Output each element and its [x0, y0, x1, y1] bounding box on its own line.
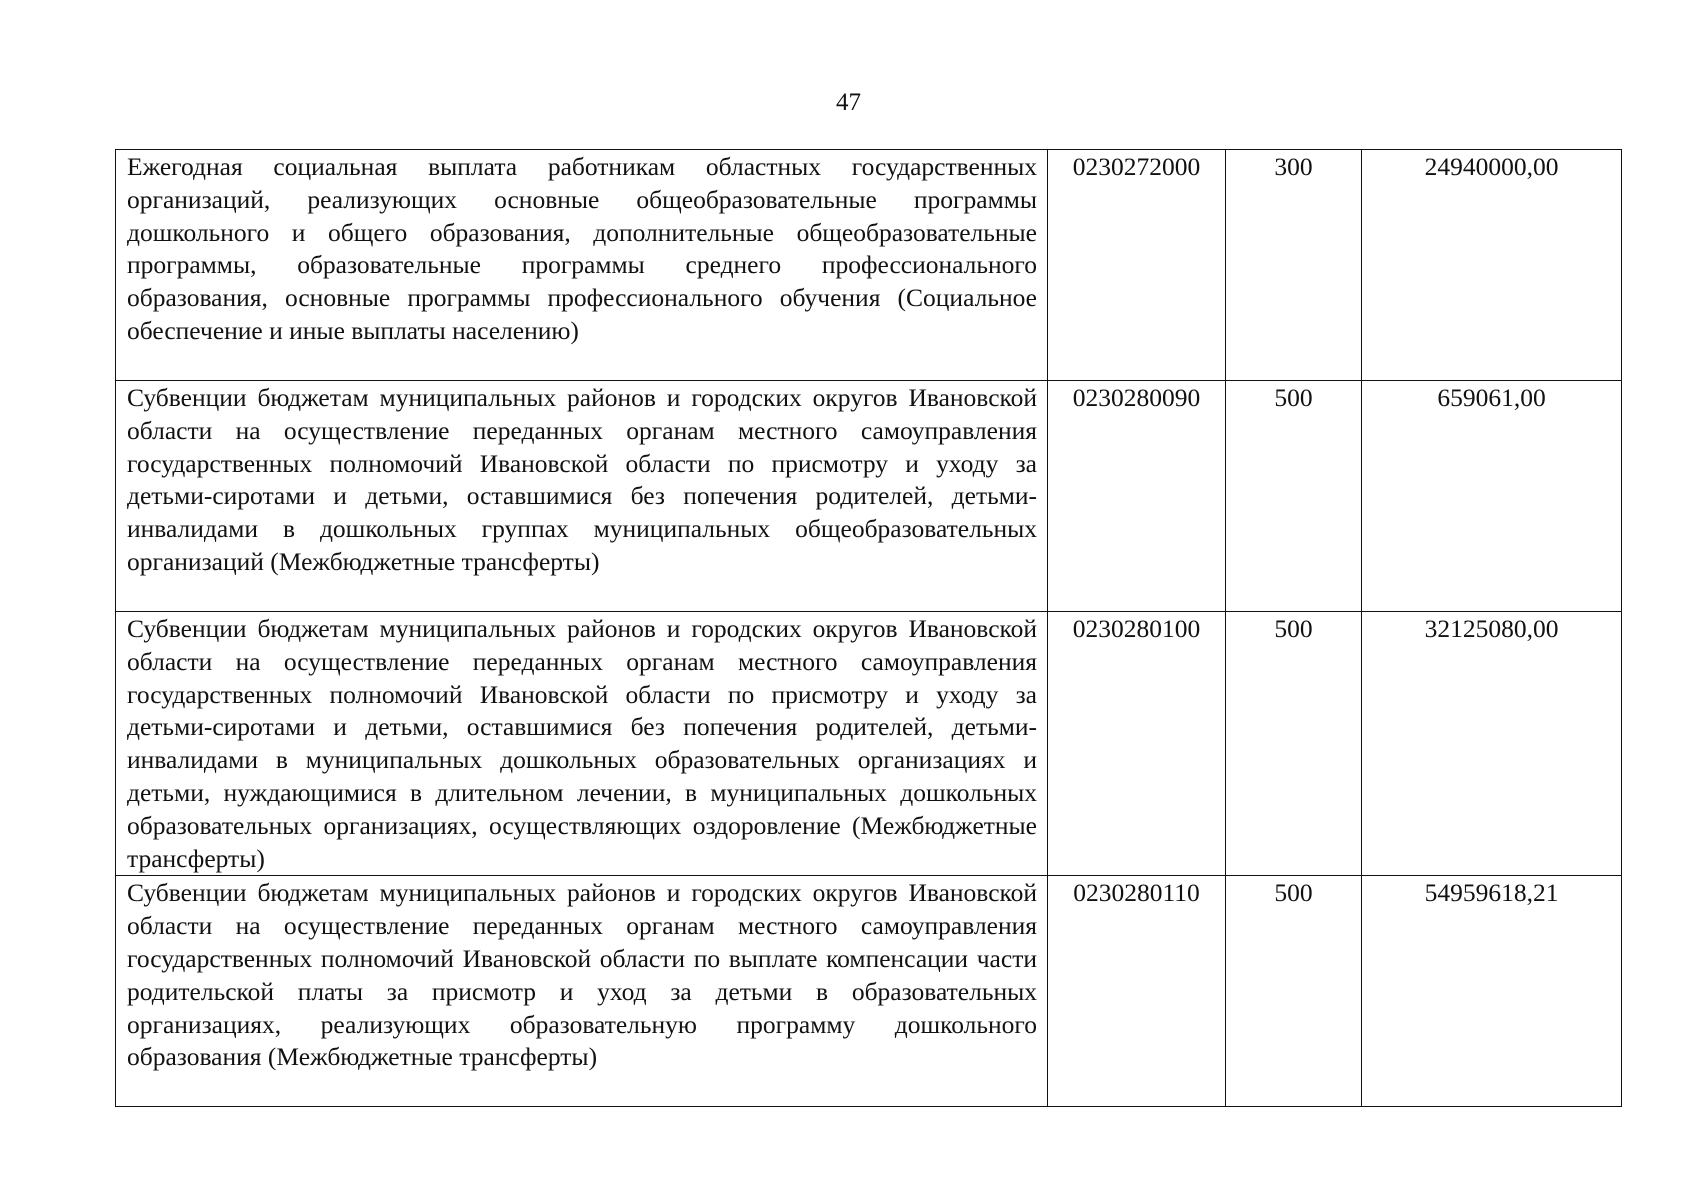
row-amount-cell: [1362, 876, 1622, 1107]
table-row: [116, 612, 1622, 876]
row-code-cell: [1048, 612, 1226, 876]
budget-table: [115, 149, 1622, 1107]
row-expense-type: 500: [1274, 383, 1313, 412]
row-description-cell: [116, 381, 1048, 612]
row-expense-type: 300: [1274, 152, 1313, 181]
row-expense-type: 500: [1274, 614, 1313, 643]
row-expense-type: 500: [1274, 878, 1313, 908]
page-number: 47: [836, 89, 861, 116]
row-amount-cell: [1362, 381, 1622, 612]
table-row: [116, 381, 1622, 612]
row-code-cell: [1048, 150, 1226, 381]
row-type-cell: [1226, 876, 1362, 1107]
table-row: [116, 876, 1622, 1107]
row-type-cell: [1226, 381, 1362, 612]
row-description: Субвенции бюджетам муниципальных районов и городских округов Ивановской области на осуществление переданных органам местного самоуправления государственных полномочий Ивановской области по присмотру и уходу за детьми-сиротами и детьми, оставшимися без попечения родителей, детьми-инвалидами в муниципальных дошкольных образовательных организациях и детьми, нуждающимися в длительном лечении, в муниципальных дошкольных образовательных организациях, осуществляющих оздоровление (Межбюджетные трансферты): [127, 614, 1037, 873]
row-description-cell: [116, 612, 1048, 876]
row-amount: 32125080,00: [1424, 614, 1559, 643]
row-code-cell: [1048, 876, 1226, 1107]
row-amount-cell: [1362, 150, 1622, 381]
row-amount: 659061,00: [1437, 383, 1546, 412]
row-amount: 24940000,00: [1424, 152, 1559, 181]
row-amount: 54959618,21: [1424, 878, 1559, 908]
row-description-cell: [116, 876, 1048, 1107]
table-row: [116, 150, 1622, 381]
row-amount-cell: [1362, 612, 1622, 876]
row-type-cell: [1226, 612, 1362, 876]
row-target-code: 0230280090: [1072, 383, 1201, 412]
row-description: Субвенции бюджетам муниципальных районов и городских округов Ивановской области на осуществление переданных органам местного самоуправления государственных полномочий Ивановской области по присмотру и уходу за детьми-сиротами и детьми, оставшимися без попечения родителей, детьми-инвалидами в дошкольных группах муниципальных общеобразовательных организаций (Межбюджетные трансферты): [127, 383, 1037, 576]
row-description: Ежегодная социальная выплата работникам областных государственных организаций, реализующих основные общеобразовательные программы дошкольного и общего образования, дополнительные общеобразовательные программы, образовательные программы среднего профессионального образования, основные программы профессионального обучения (Социальное обеспечение и иные выплаты населению): [127, 152, 1037, 345]
row-target-code: 0230280110: [1073, 878, 1200, 908]
row-description-cell: [116, 150, 1048, 381]
row-target-code: 0230272000: [1072, 152, 1201, 181]
row-type-cell: [1226, 150, 1362, 381]
row-code-cell: [1048, 381, 1226, 612]
row-target-code: 0230280100: [1072, 614, 1201, 643]
row-description: Субвенции бюджетам муниципальных районов и городских округов Ивановской области на осуществление переданных органам местного самоуправления государственных полномочий Ивановской области по выплате компенсации части родительской платы за присмотр и уход за детьми в образовательных организациях, реализующих образовательную программу дошкольного образования (Межбюджетные трансферты): [127, 878, 1037, 1072]
